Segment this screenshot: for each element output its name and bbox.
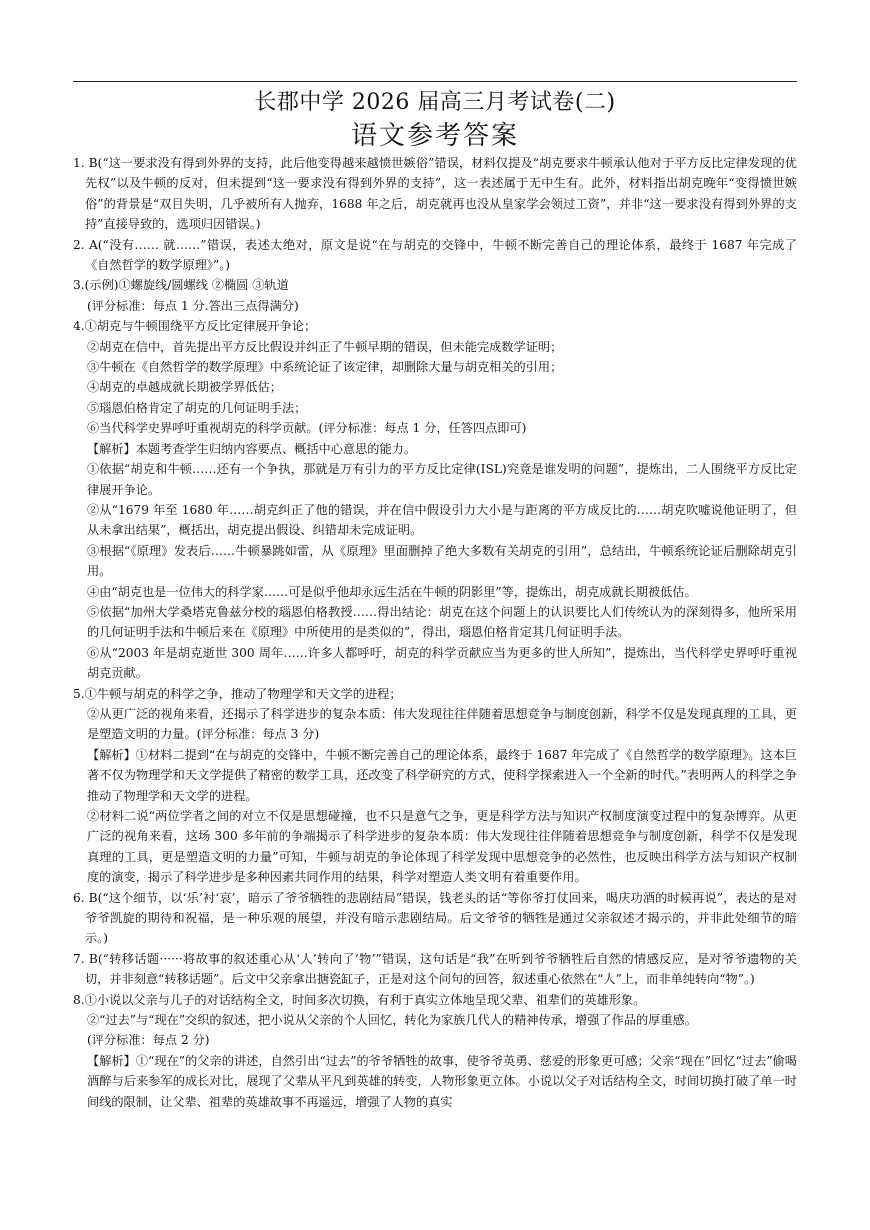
answer-point: ③牛顿在《自然哲学的数学原理》中系统论证了该定律，却删除大量与胡克相关的引用； bbox=[87, 360, 563, 375]
analysis-paragraph: ④由“胡克也是一位伟大的科学家……可是似乎他却永远生活在牛顿的阴影里”等，提炼出，胡克成就长期被低估。 bbox=[87, 584, 697, 599]
answer-point: ④胡克的卓越成就长期被学界低估； bbox=[87, 380, 282, 395]
answer-item-7: 7. B(“转移话题······将故事的叙述重心从‘人’转向了‘物’”错误，这句话是“我”在听到爷爷牺牲后自然的情感反应，是对爷爷遗物的关切，并非刻意“转移话题”。后文中父亲拿出搪瓷缸子，正是对这个问句的回答，叙述重心依然在“人”上，而非单纯转向“物”。) bbox=[73, 951, 797, 987]
answer-item-3: 3.(示例)①螺旋线/圆螺线 ②椭圆 ③轨道 bbox=[73, 278, 289, 293]
answer-point: ②胡克在信中，首先提出平方反比假设并纠正了牛顿早期的错误，但未能完成数学证明； bbox=[87, 339, 563, 354]
answer-key-title: 语文参考答案 bbox=[350, 121, 519, 151]
answer-item-8: 8.①小说以父亲与儿子的对话结构全文，时间多次切换，有利于真实立体地呈现父辈、祖辈们的英雄形象。 bbox=[73, 992, 646, 1007]
answer-item-1: 1. B(“这一要求没有得到外界的支持，此后他变得越来越愤世嫉俗”错误，材料仅提及“胡克要求牛顿承认他对于平方反比定律发现的优先权”以及牛顿的反对，但未提到“这一要求没有得到外界的支持”，这一表述属于无中生有。此外，材料指出胡克晚年“变得愤世嫉俗”的背景是“双目失明，几乎被所有人抛弃，1688 年之后，胡克就再也没从皇家学会领过工资”，并非“这一要求没有得到外界的支持”直接导致的，选项归因错误。) bbox=[73, 156, 797, 232]
scoring-note: (评分标准：每点 1 分.答出三点得满分) bbox=[87, 298, 299, 313]
analysis-paragraph: ②从“1679 年至 1680 年……胡克纠正了他的错误，并在信中假设引力大小是与距离的平方成反比的……胡克吹嘘说他证明了，但从未拿出结果”，概括出，胡克提出假设、纠错却未完成证明。 bbox=[87, 502, 797, 538]
analysis-paragraph: ①依据“胡克和牛顿……还有一个争执，那就是万有引力的平方反比定律(ISL)究竟是谁发明的问题”，提炼出，二人围绕平方反比定律展开争论。 bbox=[87, 462, 797, 497]
analysis-paragraph: 【解析】①“现在”的父亲的讲述，自然引出“过去”的爷爷牺牲的故事，使爷爷英勇、慈爱的形象更可感；父亲“现在”回忆“过去”偷喝酒醉与后来参军的成长对比，展现了父辈从平凡到英雄的转变，人物形象更立体。小说以父子对话结构全文，时间切换打破了单一时间线的限制，让父辈、祖辈的英雄故事不再遥远，增强了人物的真实 bbox=[87, 1053, 797, 1109]
analysis-paragraph: ⑤依据“加州大学桑塔克鲁兹分校的瑙恩伯格教授……得出结论：胡克在这个问题上的认识要比人们传统认为的深刻得多，他所采用的几何证明手法和牛顿后来在《原理》中所使用的是类似的”，得出，瑙恩伯格肯定其几何证明手法。 bbox=[87, 604, 797, 640]
answer-item-5: 5.①牛顿与胡克的科学之争，推动了物理学和天文学的进程； bbox=[73, 686, 402, 701]
exam-title: 长郡中学 2026 届高三月考试卷(二) bbox=[254, 90, 616, 115]
analysis-paragraph: 【解析】本题考查学生归纳内容要点、概括中心意思的能力。 bbox=[87, 441, 417, 456]
answer-item-6: 6. B(“这个细节，以‘乐’衬‘哀’，暗示了爷爷牺牲的悲剧结局”错误，钱老头的话“等你爷打仗回来，喝庆功酒的时候再说”，表达的是对爷爷凯旋的期待和祝福，是一种乐观的展望，并没有暗示悲剧结局。后文爷爷的牺牲是通过父亲叙述才揭示的，并非此处细节的暗示。) bbox=[73, 890, 797, 946]
answer-point: ⑥当代科学史界呼吁重视胡克的科学贡献。(评分标准：每点 1 分，任答四点即可) bbox=[87, 421, 527, 436]
answer-item-4: 4.①胡克与牛顿围绕平方反比定律展开争论； bbox=[73, 319, 317, 334]
answer-item-2: 2. A(“没有…… 就……”错误，表述太绝对，原文是说“在与胡克的交锋中，牛顿不断完善自己的理论体系，最终于 1687 年完成了《自然哲学的数学原理》”。) bbox=[73, 237, 797, 273]
answer-point: ②“过去”与“现在”交织的叙述，把小说从父亲的个人回忆，转化为家族几代人的精神传承，增强了作品的厚重感。 bbox=[87, 1013, 697, 1028]
analysis-paragraph: ⑥从“2003 年是胡克逝世 300 周年……许多人都呼吁，胡克的科学贡献应当为更多的世人所知”，提炼出，当代科学史界呼吁重视胡克贡献。 bbox=[87, 645, 797, 681]
analysis-paragraph: ②材料二说“两位学者之间的对立不仅是思想碰撞，也不只是意气之争，更是科学方法与知识产权制度演变过程中的复杂博弈。从更广泛的视角来看，这场 300 多年前的争端揭示了科学进步的复杂本质：伟大发现往往伴随着思想竞争与制度创新，科学不仅是发现真理的工具，更是塑造文明的力量”可知，牛顿与胡克的争论体现了科学发现中思想竞争的必然性，也反映出科学方法与知识产权制度的演变，揭示了科学进步是多种因素共同作用的结果，科学对塑造人类文明有着重要作用。 bbox=[87, 809, 797, 885]
answer-point: ⑤瑙恩伯格肯定了胡克的几何证明手法； bbox=[87, 400, 307, 415]
analysis-paragraph: ③根据“《原理》发表后……牛顿暴跳如雷，从《原理》里面删掉了绝大多数有关胡克的引用”，总结出，牛顿系统论证后删除胡克引用。 bbox=[87, 543, 797, 579]
scoring-note: (评分标准：每点 2 分) bbox=[87, 1033, 210, 1048]
answer-point: ②从更广泛的视角来看，还揭示了科学进步的复杂本质：伟大发现往往伴随着思想竞争与制度创新，科学不仅是发现真理的工具，更是塑造文明的力量。(评分标准：每点 3 分) bbox=[87, 706, 797, 742]
top-rule bbox=[73, 81, 797, 82]
analysis-paragraph: 【解析】①材料二提到“在与胡克的交锋中，牛顿不断完善自己的理论体系，最终于 1687 年完成了《自然哲学的数学原理》。这本巨著不仅为物理学和天文学提供了精密的数学工具，还改变了科学研究的方式，使科学探索进入一个全新的时代。”表明两人的科学之争推动了物理学和天文学的进程。 bbox=[87, 747, 797, 803]
answer-content bbox=[73, 153, 797, 1112]
